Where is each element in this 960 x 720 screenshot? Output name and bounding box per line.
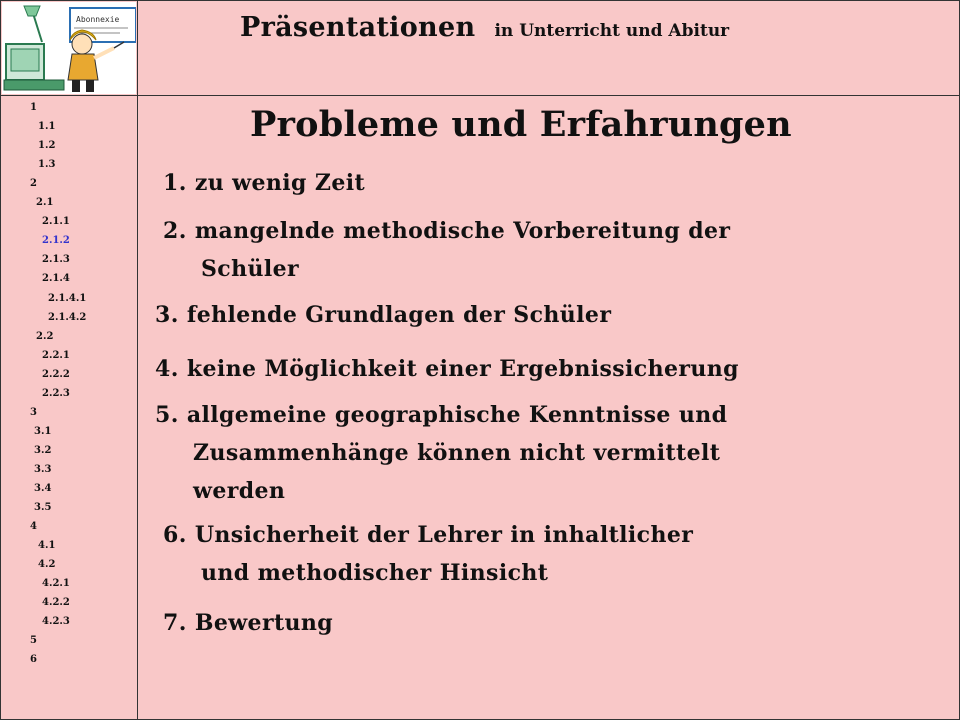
problem-item-text: 4. keine Möglichkeit einer Ergebnissicherung xyxy=(155,356,739,382)
header-divider xyxy=(0,95,960,96)
sidebar-item-3-3[interactable]: 3.3 xyxy=(34,463,52,475)
sidebar-nav xyxy=(0,96,137,720)
person-head-shape xyxy=(72,34,92,54)
sidebar-item-4[interactable]: 4 xyxy=(30,521,37,533)
sidebar-item-2-2[interactable]: 2.2 xyxy=(36,330,54,342)
sidebar-item-2-1-2[interactable]: 2.1.2 xyxy=(42,235,70,247)
problem-item-continuation: Zusammenhänge können nicht vermittelt xyxy=(193,440,721,466)
sidebar-item-4-2-2[interactable]: 4.2.2 xyxy=(42,597,70,609)
sidebar-item-4-2-3[interactable]: 4.2.3 xyxy=(42,616,70,628)
sidebar-item-3-1[interactable]: 3.1 xyxy=(34,425,52,437)
sidebar-item-3-4[interactable]: 3.4 xyxy=(34,483,52,494)
sidebar-item-2-2-1[interactable]: 2.2.1 xyxy=(42,349,70,361)
problem-item xyxy=(163,212,730,288)
sidebar-item-2-1[interactable]: 2.1 xyxy=(36,197,54,209)
sidebar-item-1-1[interactable]: 1.1 xyxy=(38,121,56,133)
whiteboard-text: Abonnexie xyxy=(76,15,120,24)
problem-item-text: 7. Bewertung xyxy=(163,610,334,636)
problem-item-text: 6. Unsicherheit der Lehrer in inhaltlicher xyxy=(163,522,694,548)
problem-item-text: 2. mangelnde methodische Vorbereitung der xyxy=(163,218,731,244)
header xyxy=(240,12,729,43)
sidebar-divider xyxy=(137,0,138,720)
sidebar-item-2[interactable]: 2 xyxy=(30,178,37,190)
sidebar-item-2-1-4[interactable]: 2.1.4 xyxy=(42,273,70,285)
sidebar-item-3[interactable]: 3 xyxy=(30,406,37,418)
sidebar-item-2-2-2[interactable]: 2.2.2 xyxy=(42,368,70,380)
sidebar-item-2-1-4-1[interactable]: 2.1.4.1 xyxy=(48,292,87,304)
sidebar-item-1-3[interactable]: 1.3 xyxy=(38,159,56,171)
sidebar-item-4-1[interactable]: 4.1 xyxy=(38,540,56,552)
sidebar-item-2-2-3[interactable]: 2.2.3 xyxy=(42,387,70,399)
teacher-cartoon-icon xyxy=(2,2,136,94)
problem-item xyxy=(163,516,693,592)
sidebar-item-5[interactable]: 5 xyxy=(30,635,37,647)
problem-item-text: 3. fehlende Grundlagen der Schüler xyxy=(155,302,612,328)
problem-item xyxy=(155,296,611,334)
problem-item xyxy=(163,604,333,642)
problem-item xyxy=(163,164,365,202)
sidebar-item-6[interactable]: 6 xyxy=(30,654,37,666)
problem-item-continuation: werden xyxy=(193,478,286,504)
problem-item-text: 1. zu wenig Zeit xyxy=(163,170,366,196)
sidebar-item-4-2[interactable]: 4.2 xyxy=(38,559,56,571)
sidebar-item-3-5[interactable]: 3.5 xyxy=(34,502,52,514)
problem-item xyxy=(155,396,727,510)
page-title: Präsentationen xyxy=(240,12,476,43)
problem-item-text: 5. allgemeine geographische Kenntnisse und xyxy=(155,402,728,428)
problem-item-continuation: Schüler xyxy=(201,256,300,282)
problem-item-continuation: und methodischer Hinsicht xyxy=(201,560,549,586)
sidebar-item-3-2[interactable]: 3.2 xyxy=(34,444,52,456)
problem-item xyxy=(155,350,739,388)
teacher-cartoon-logo xyxy=(2,2,136,94)
sidebar-item-2-1-1[interactable]: 2.1.1 xyxy=(42,216,70,228)
slide-title: Probleme und Erfahrungen xyxy=(250,104,792,145)
sidebar-item-2-1-4-2[interactable]: 2.1.4.2 xyxy=(48,311,87,323)
sidebar-item-1-2[interactable]: 1.2 xyxy=(38,140,56,152)
sidebar-item-4-2-1[interactable]: 4.2.1 xyxy=(42,578,70,590)
sidebar-item-2-1-3[interactable]: 2.1.3 xyxy=(42,254,70,266)
sidebar-item-1[interactable]: 1 xyxy=(30,102,37,113)
page-subtitle: in Unterricht und Abitur xyxy=(494,21,730,41)
